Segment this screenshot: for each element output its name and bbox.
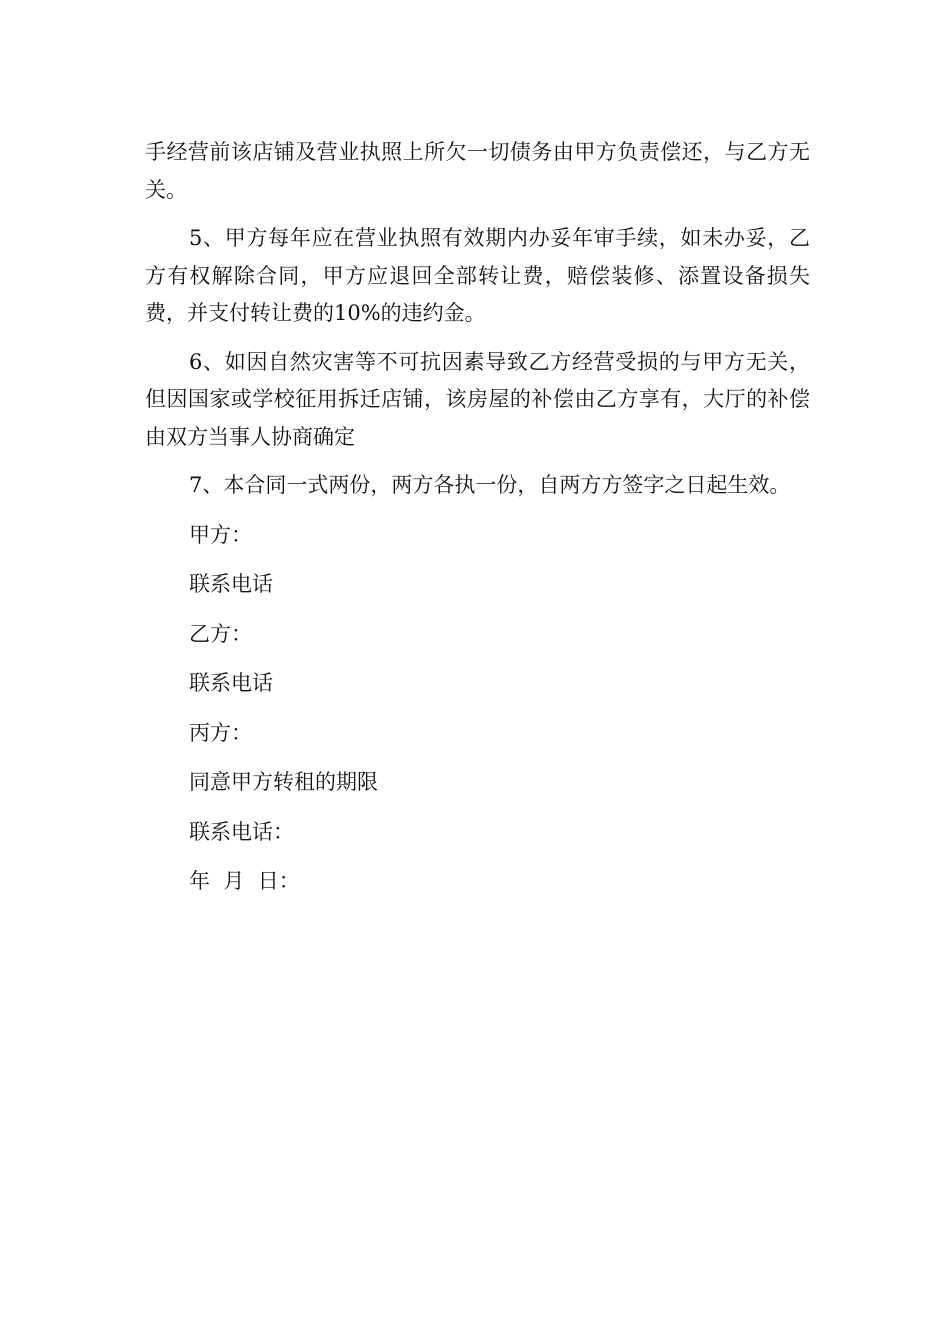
date-label: 年 月 日： [189, 869, 300, 893]
sublease-consent-label: 同意甲方转租的期限 [189, 770, 378, 794]
party-c-label: 丙方： [189, 720, 252, 745]
contract-body [145, 134, 810, 913]
paragraph-clause-7: 7、本合同一式两份，两方各执一份，自两方方签字之日起生效。 [189, 473, 791, 497]
party-a-label: 甲方： [189, 522, 252, 547]
paragraph-debt-clause: 手经营前该店铺及营业执照上所欠一切债务由甲方负责偿还，与乙方无关。 [145, 140, 810, 202]
signature-block [145, 517, 810, 913]
party-b-phone-label: 联系电话 [189, 671, 273, 695]
paragraph-clause-6: 6、如因自然灾害等不可抗因素导致乙方经营受损的与甲方无关，但因国家或学校征用拆迁店铺，该房屋的补偿由乙方享有，大厅的补偿由双方当事人协商确定 [145, 349, 810, 449]
paragraph-clause-5: 5、甲方每年应在营业执照有效期内办妥年审手续，如未办妥，乙方有权解除合同，甲方应退回全部转让费，赔偿装修、添置设备损失费，并支付转让费的10%的违约金。 [145, 226, 810, 325]
party-a-phone-label: 联系电话 [189, 572, 273, 596]
party-b-label: 乙方： [189, 621, 252, 646]
party-c-phone-label: 联系电话： [189, 819, 294, 844]
